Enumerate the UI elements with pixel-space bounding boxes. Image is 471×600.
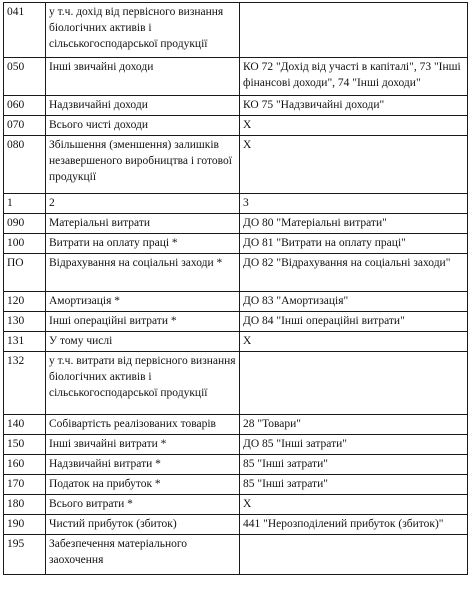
row-account-cell: ДО 82 "Відрахування на соціальні заходи" — [240, 254, 468, 292]
row-item-cell: Забезпечення матеріального заохочення — [46, 535, 240, 575]
row-account-cell: 3 — [240, 194, 468, 214]
row-code-cell: 180 — [4, 495, 46, 515]
row-account-cell: 441 "Нерозподілений прибуток (збиток)" — [240, 515, 468, 535]
row-code-cell: 060 — [4, 96, 46, 116]
row-code-cell: 050 — [4, 58, 46, 96]
table-row — [4, 194, 468, 214]
row-code-cell: 090 — [4, 214, 46, 234]
row-account-cell — [240, 535, 468, 575]
row-account-cell: X — [240, 332, 468, 352]
row-item-cell: Всього чисті доходи — [46, 116, 240, 136]
row-code-cell: 130 — [4, 312, 46, 332]
table-row — [4, 455, 468, 475]
row-account-cell — [240, 3, 468, 58]
row-item-cell: Чистий прибуток (збиток) — [46, 515, 240, 535]
table-row — [4, 116, 468, 136]
table-row — [4, 332, 468, 352]
row-account-cell: ДО 81 "Витрати на оплату праці" — [240, 234, 468, 254]
row-item-cell: Надзвичайні доходи — [46, 96, 240, 116]
row-item-cell: У тому числі — [46, 332, 240, 352]
table-row — [4, 234, 468, 254]
table-row — [4, 352, 468, 415]
table-row — [4, 3, 468, 58]
row-item-cell: Надзвичайні витрати * — [46, 455, 240, 475]
row-code-cell: 1 — [4, 194, 46, 214]
table-row — [4, 254, 468, 292]
table-row — [4, 475, 468, 495]
table-row — [4, 312, 468, 332]
row-code-cell: 190 — [4, 515, 46, 535]
row-item-cell: Витрати на оплату праці * — [46, 234, 240, 254]
row-code-cell: 150 — [4, 435, 46, 455]
row-item-cell: Податок на прибуток * — [46, 475, 240, 495]
table-row — [4, 415, 468, 435]
row-account-cell: 85 "Інші затрати" — [240, 455, 468, 475]
row-item-cell: Собівартість реалізованих товарів — [46, 415, 240, 435]
table-row — [4, 214, 468, 234]
row-account-cell: ДО 84 "Інші операційні витрати" — [240, 312, 468, 332]
row-account-cell: X — [240, 495, 468, 515]
row-account-cell: X — [240, 116, 468, 136]
report-table — [3, 2, 468, 575]
table-row — [4, 96, 468, 116]
row-item-cell: Інші звичайні витрати * — [46, 435, 240, 455]
table-row — [4, 136, 468, 194]
row-account-cell: ДО 83 "Амортизація" — [240, 292, 468, 312]
row-code-cell: 100 — [4, 234, 46, 254]
row-item-cell: Амортизація * — [46, 292, 240, 312]
table-row — [4, 58, 468, 96]
report-table-body — [4, 3, 468, 575]
row-account-cell — [240, 352, 468, 415]
table-row — [4, 292, 468, 312]
row-account-cell: КО 75 "Надзвичайні доходи" — [240, 96, 468, 116]
row-code-cell: 041 — [4, 3, 46, 58]
row-item-cell: Збільшення (зменшення) залишків незавершеного виробництва і готової продукції — [46, 136, 240, 194]
row-item-cell: Відрахування на соціальні заходи * — [46, 254, 240, 292]
row-item-cell: у т.ч. дохід від первісного визнання біологічних активів і сільськогосподарської продукції — [46, 3, 240, 58]
row-code-cell: 170 — [4, 475, 46, 495]
table-row — [4, 535, 468, 575]
row-item-cell: Інші звичайні доходи — [46, 58, 240, 96]
row-code-cell: 140 — [4, 415, 46, 435]
row-item-cell: Матеріальні витрати — [46, 214, 240, 234]
row-code-cell: 195 — [4, 535, 46, 575]
row-account-cell: 85 "Інші затрати" — [240, 475, 468, 495]
row-item-cell: у т.ч. витрати від первісного визнання біологічних активів і сільськогосподарської продукції — [46, 352, 240, 415]
table-row — [4, 495, 468, 515]
row-item-cell: Інші операційні витрати * — [46, 312, 240, 332]
row-code-cell: 131 — [4, 332, 46, 352]
row-code-cell: 070 — [4, 116, 46, 136]
row-code-cell: 132 — [4, 352, 46, 415]
row-account-cell: ДО 80 "Матеріальні витрати" — [240, 214, 468, 234]
row-item-cell: Всього витрати * — [46, 495, 240, 515]
row-account-cell: ДО 85 "Інші затрати" — [240, 435, 468, 455]
row-code-cell: ПО — [4, 254, 46, 292]
row-item-cell: 2 — [46, 194, 240, 214]
table-row — [4, 515, 468, 535]
row-account-cell: X — [240, 136, 468, 194]
row-account-cell: 28 "Товари" — [240, 415, 468, 435]
row-code-cell: 120 — [4, 292, 46, 312]
row-code-cell: 080 — [4, 136, 46, 194]
table-row — [4, 435, 468, 455]
row-account-cell: КО 72 "Дохід від участі в капіталі", 73 "Інші фінансові доходи", 74 "Інші доходи" — [240, 58, 468, 96]
row-code-cell: 160 — [4, 455, 46, 475]
